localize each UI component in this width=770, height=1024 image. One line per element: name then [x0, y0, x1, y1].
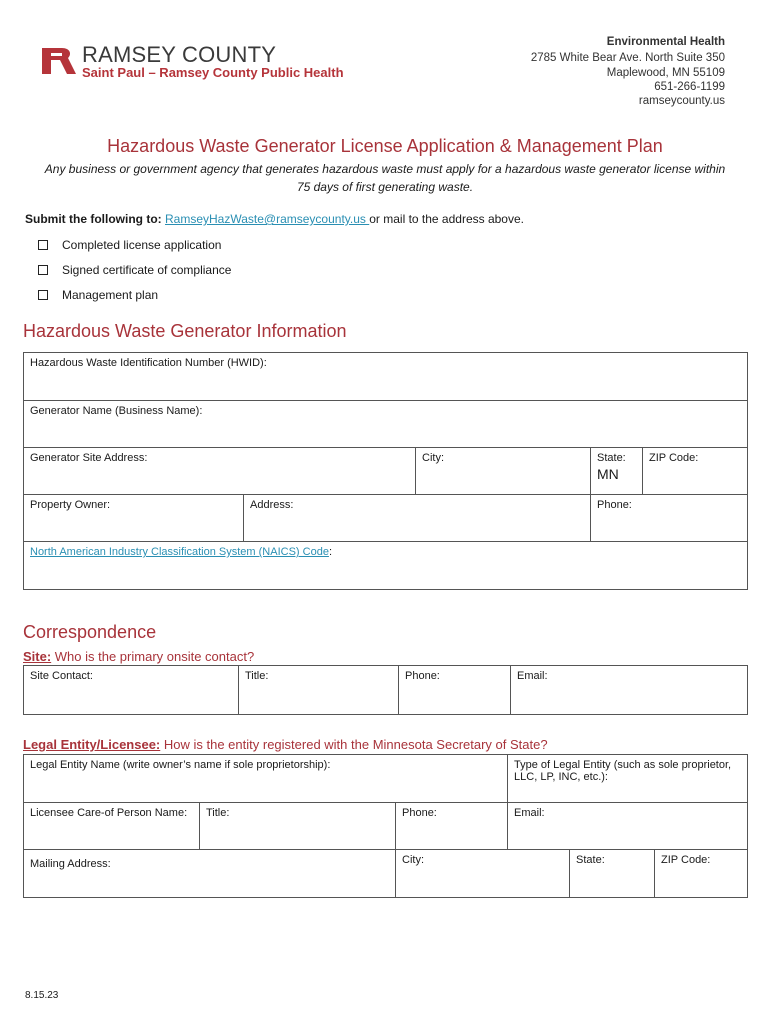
mailing-address-label: Mailing Address: [30, 858, 111, 870]
website[interactable]: ramseycounty.us [638, 95, 725, 107]
legal-entity-question [23, 737, 548, 752]
hwid-label: Hazardous Waste Identification Number (HWID): [30, 357, 267, 369]
intro-text: Any business or government agency that generates hazardous waste must apply for a hazardous waste generator license within 75 days of first generating waste. [44, 162, 726, 194]
legal-entity-heading: Legal Entity/Licensee: [23, 737, 161, 752]
site-question: Who is the primary onsite contact? [51, 649, 255, 664]
naics-suffix: : [328, 546, 332, 558]
licensee-email-label: Email: [514, 807, 545, 819]
department-name: Environmental Health [606, 36, 725, 48]
site-contact-table [23, 665, 748, 715]
address-line-1: 2785 White Bear Ave. North Suite 350 [530, 52, 725, 64]
generator-info-table [23, 352, 748, 590]
checklist-item[interactable] [38, 288, 158, 302]
legal-entity-type-field[interactable] [508, 755, 748, 803]
checkbox-icon[interactable] [38, 240, 48, 250]
mailing-state-field[interactable] [570, 850, 655, 898]
care-of-title-label: Title: [206, 807, 230, 819]
care-of-field[interactable] [24, 803, 200, 850]
org-name: RAMSEY COUNTY [82, 42, 277, 67]
owner-phone-label: Phone: [597, 499, 632, 511]
checklist-label: Signed certificate of compliance [62, 263, 232, 277]
ramsey-county-logo-icon [40, 46, 76, 76]
licensee-phone-label: Phone: [402, 807, 437, 819]
correspondence-heading: Correspondence [23, 622, 157, 642]
checklist-label: Completed license application [62, 238, 222, 252]
hwid-field[interactable] [24, 353, 748, 401]
owner-address-label: Address: [250, 499, 294, 511]
site-heading: Site: [23, 649, 52, 664]
site-zip-label: ZIP Code: [649, 452, 699, 464]
mailing-zip-field[interactable] [655, 850, 748, 898]
owner-address-field[interactable] [244, 495, 591, 542]
mailing-state-label: State: [576, 854, 605, 866]
mailing-city-field[interactable] [396, 850, 570, 898]
site-contact-label: Site Contact: [30, 670, 93, 682]
generator-name-field[interactable] [24, 401, 748, 448]
site-city-field[interactable] [416, 448, 591, 495]
legal-entity-question-text: How is the entity registered with the Minnesota Secretary of State? [160, 737, 548, 752]
site-phone-label: Phone: [405, 670, 440, 682]
site-zip-field[interactable] [643, 448, 748, 495]
care-of-title-field[interactable] [200, 803, 396, 850]
submit-prefix: Submit the following to: [25, 212, 162, 226]
document-version-date: 8.15.23 [25, 990, 59, 1001]
generator-info-heading: Hazardous Waste Generator Information [23, 321, 347, 341]
checklist-item[interactable] [38, 238, 221, 252]
submit-suffix: or mail to the address above. [369, 212, 524, 226]
property-owner-field[interactable] [24, 495, 244, 542]
site-email-field[interactable] [511, 666, 748, 715]
site-title-field[interactable] [239, 666, 399, 715]
legal-entity-table [23, 754, 748, 898]
checkbox-icon[interactable] [38, 265, 48, 275]
site-state-field[interactable] [591, 448, 643, 495]
header-phone: 651-266-1199 [654, 81, 725, 93]
mailing-zip-label: ZIP Code: [661, 854, 711, 866]
submit-instructions [25, 212, 524, 226]
site-title-label: Title: [245, 670, 269, 682]
mailing-city-label: City: [402, 854, 424, 866]
submit-email-link[interactable]: RamseyHazWaste@ramseycounty.us [164, 212, 370, 226]
site-state-value: MN [597, 466, 619, 482]
naics-link[interactable]: North American Industry Classification System (NAICS) Code [30, 546, 329, 558]
legal-entity-type-label: Type of Legal Entity (such as sole proprietor, LLC, LP, INC, etc.): [514, 759, 732, 783]
generator-name-label: Generator Name (Business Name): [30, 405, 203, 417]
site-email-label: Email: [517, 670, 548, 682]
site-contact-question [23, 649, 254, 664]
site-city-label: City: [422, 452, 444, 464]
document-title: Hazardous Waste Generator License Application & Management Plan [107, 136, 663, 156]
site-address-label: Generator Site Address: [30, 452, 148, 464]
checklist-item[interactable] [38, 263, 231, 277]
licensee-email-field[interactable] [508, 803, 748, 850]
mailing-address-field[interactable] [24, 850, 396, 898]
site-contact-field[interactable] [24, 666, 239, 715]
checklist-label: Management plan [62, 288, 159, 302]
site-state-label: State: [597, 452, 626, 464]
legal-entity-name-label: Legal Entity Name (write owner’s name if sole proprietorship): [30, 759, 331, 771]
legal-entity-name-field[interactable] [24, 755, 508, 803]
checkbox-icon[interactable] [38, 290, 48, 300]
property-owner-label: Property Owner: [30, 499, 111, 511]
licensee-phone-field[interactable] [396, 803, 508, 850]
address-line-2: Maplewood, MN 55109 [606, 67, 725, 79]
org-subtitle: Saint Paul – Ramsey County Public Health [82, 65, 344, 80]
care-of-label: Licensee Care-of Person Name: [30, 807, 188, 819]
site-address-field[interactable] [24, 448, 416, 495]
naics-field[interactable] [24, 542, 748, 590]
site-phone-field[interactable] [399, 666, 511, 715]
owner-phone-field[interactable] [591, 495, 748, 542]
